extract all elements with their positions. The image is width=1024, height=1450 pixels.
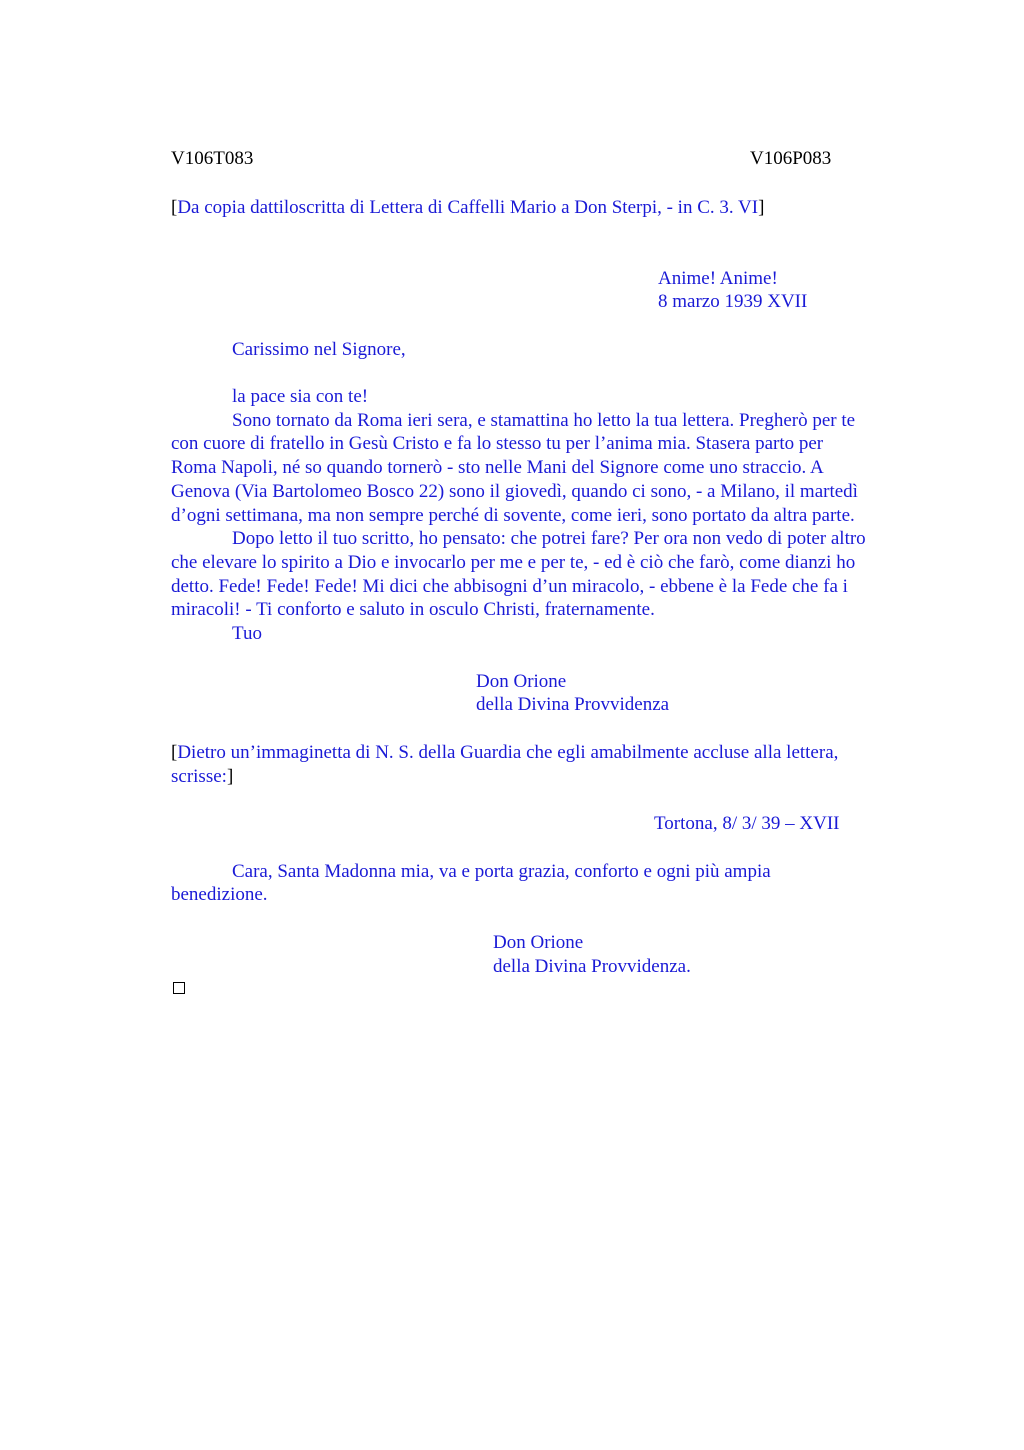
source-note-close-bracket: ]: [758, 197, 765, 218]
letter-paragraph1-line: Genova (Via Bartolomeo Bosco 22) sono il giovedì, quando ci sono, - a Milano, il martedì: [171, 481, 858, 502]
document-code-left: V106T083: [171, 148, 254, 169]
back-note-text-end: scrisse:: [171, 766, 227, 787]
letter-date: 8 marzo 1939 XVII: [658, 291, 808, 312]
back-note-open-bracket: [: [171, 742, 178, 763]
letter-paragraph2-line: che elevare lo spirito a Dio e invocarlo per me e per te, - ed è ciò che farò, come dianzi ho: [171, 552, 856, 573]
card-dateline: Tortona, 8/ 3/ 39 – XVII: [654, 813, 840, 834]
letter-motto: Anime! Anime!: [658, 268, 778, 289]
letter-paragraph2-line: Dopo letto il tuo scritto, ho pensato: che potrei fare? Per ora non vedo di poter altro: [232, 528, 866, 549]
card-signature-title: della Divina Provvidenza.: [493, 956, 691, 977]
letter-paragraph1-line: Roma Napoli, né so quando tornerò - sto nelle Mani del Signore come uno straccio. A: [171, 457, 824, 478]
letter-salutation: Carissimo nel Signore,: [232, 339, 406, 360]
card-body-line: benedizione.: [171, 884, 268, 905]
checkbox-square-icon: [173, 982, 185, 994]
back-note-line1: [171, 741, 838, 765]
source-note-open-bracket: [: [171, 197, 178, 218]
letter-paragraph2-line: miracoli! - Ti conforto e saluto in osculo Christi, fraternamente.: [171, 599, 655, 620]
letter-closing: Tuo: [232, 623, 262, 644]
letter-paragraph1-line: Sono tornato da Roma ieri sera, e stamattina ho letto la tua lettera. Pregherò per te: [232, 410, 856, 431]
letter-signature-title: della Divina Provvidenza: [476, 694, 670, 715]
source-note-text: Da copia dattiloscritta di Lettera di Caffelli Mario a Don Sterpi, - in C. 3. VI: [177, 197, 759, 218]
card-signature-name: Don Orione: [493, 932, 584, 953]
card-body-line: Cara, Santa Madonna mia, va e porta grazia, conforto e ogni più ampia: [232, 861, 771, 882]
letter-signature-name: Don Orione: [476, 671, 567, 692]
source-note: [171, 196, 764, 220]
back-note-line2: [171, 765, 233, 789]
letter-paragraph1-line: d’ogni settimana, ma non sempre perché di sovente, come ieri, sono portato da altra parte.: [171, 505, 855, 526]
letter-greeting: la pace sia con te!: [232, 386, 369, 407]
letter-paragraph2-line: detto. Fede! Fede! Fede! Mi dici che abbisogni d’un miracolo, - ebbene è la Fede che fa i: [171, 576, 848, 597]
back-note-close-bracket: ]: [226, 766, 234, 787]
letter-paragraph1-line: con cuore di fratello in Gesù Cristo e fa lo stesso tu per l’anima mia. Stasera parto per: [171, 433, 824, 454]
back-note-text: Dietro un’immaginetta di N. S. della Guardia che egli amabilmente accluse alla lettera,: [177, 742, 839, 763]
document-code-right: V106P083: [750, 148, 832, 169]
